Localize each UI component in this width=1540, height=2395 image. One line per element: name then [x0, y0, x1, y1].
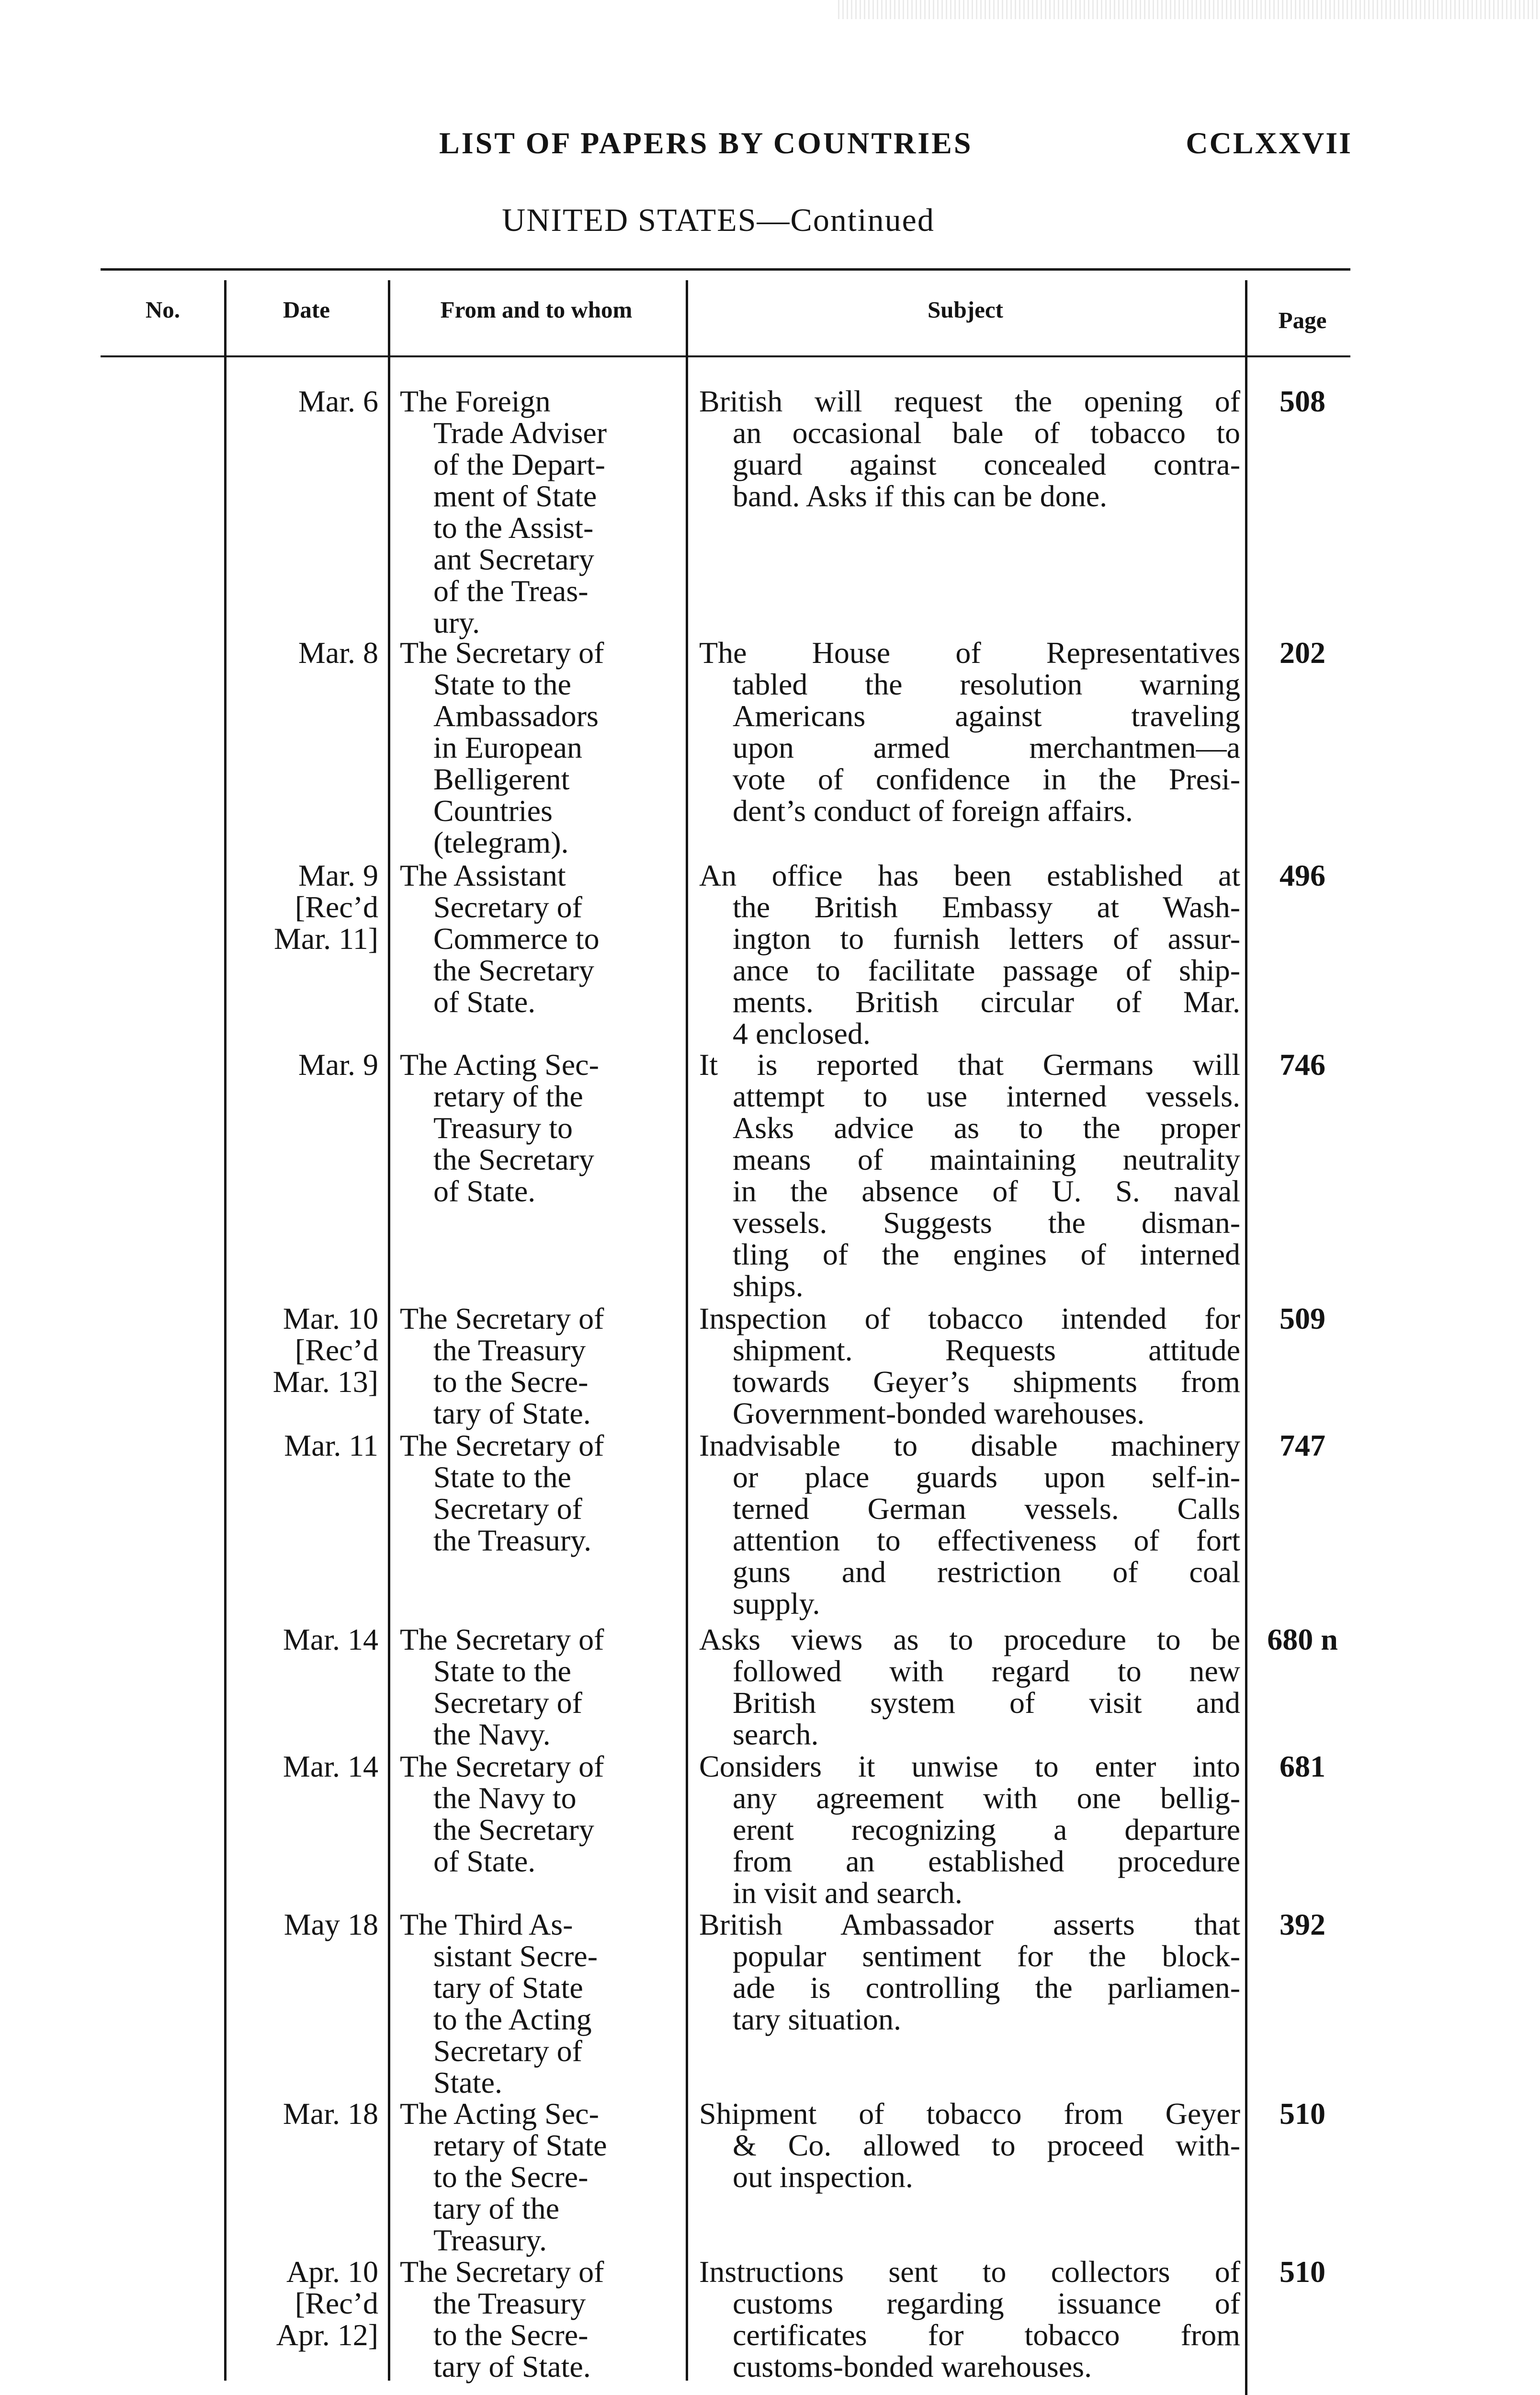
from-to-cell-line: to the Acting — [433, 2002, 592, 2036]
from-to-cell-line: the Secretary — [433, 953, 594, 987]
date-cell-line: Mar. 11 — [284, 1428, 378, 1462]
page-cell: 746 — [1280, 1048, 1325, 1082]
from-to-cell — [400, 2098, 666, 2256]
from-to-cell-line: The Secretary of — [400, 1301, 604, 1335]
subject-cell-line: 4 enclosed. — [733, 1016, 871, 1050]
subject-cell-line: Government-bonded warehouses. — [733, 1396, 1145, 1430]
from-to-cell — [400, 1624, 666, 1750]
subject-cell-line: upon armed merchantmen—a — [733, 730, 1240, 764]
subject-cell-line: & Co. allowed to proceed with- — [733, 2128, 1240, 2162]
subject-cell-line: in the absence of U. S. naval — [733, 1174, 1240, 1208]
subject-cell-line: or place guards upon self-in- — [733, 1460, 1240, 1494]
from-to-cell-line: The Secretary of — [400, 1749, 604, 1783]
subject-cell-line: an occasional bale of tobacco to — [733, 416, 1240, 450]
column-header-page: Page — [1278, 307, 1327, 333]
page-cell: 680 n — [1267, 1622, 1338, 1656]
from-to-cell-line: ment of State — [433, 479, 597, 513]
date-cell-line: Apr. 12] — [276, 2318, 378, 2352]
date-cell — [230, 1909, 378, 1940]
subject-cell-line: dent’s conduct of foreign affairs. — [733, 794, 1133, 828]
subject-cell — [699, 386, 1240, 512]
from-to-cell-line: The Secretary of — [400, 2255, 604, 2289]
subject-cell-line: vessels. Suggests the disman- — [733, 1206, 1240, 1240]
date-cell-line: May 18 — [283, 1907, 378, 1941]
from-to-cell-line: to the Secre- — [433, 2160, 589, 2194]
subject-cell-line: attempt to use interned vessels. — [733, 1079, 1240, 1113]
subject-cell-line: British will request the opening of — [699, 384, 1240, 418]
subject-cell-line: Instructions sent to collectors of — [699, 2255, 1240, 2289]
from-to-cell-line: State to the — [433, 1654, 571, 1688]
from-to-cell-line: The Assistant — [400, 858, 566, 892]
from-to-cell-line: State. — [433, 2065, 502, 2099]
from-to-cell-line: (telegram). — [433, 825, 569, 859]
subject-cell-line: popular sentiment for the block- — [733, 1939, 1240, 1973]
subject-cell-line: Shipment of tobacco from Geyer — [699, 2097, 1240, 2131]
from-to-cell-line: Treasury to — [433, 1111, 573, 1145]
from-to-cell-line: Trade Adviser — [433, 416, 607, 450]
column-divider — [224, 280, 226, 2381]
subject-cell-line: British Ambassador asserts that — [699, 1907, 1240, 1941]
from-to-cell-line: Countries — [433, 794, 553, 828]
subject-cell-line: any agreement with one bellig- — [733, 1781, 1240, 1815]
column-divider — [686, 280, 688, 2381]
date-cell-line: [Rec’d — [294, 1333, 378, 1367]
from-to-cell-line: Treasury. — [433, 2223, 547, 2257]
date-cell-line: Mar. 8 — [298, 636, 378, 670]
from-to-cell — [400, 2256, 666, 2383]
from-to-cell-line: The Secretary of — [400, 636, 604, 670]
subject-cell-line: Considers it unwise to enter into — [699, 1749, 1240, 1783]
column-header-no: No. — [145, 297, 181, 323]
date-cell-line: Mar. 10 — [283, 1301, 378, 1335]
page-cell: 510 — [1280, 2097, 1325, 2131]
column-divider — [388, 280, 390, 2381]
from-to-cell-line: the Secretary — [433, 1813, 594, 1847]
page-cell: 508 — [1280, 384, 1325, 418]
column-divider — [1245, 280, 1247, 2395]
from-to-cell-line: Belligerent — [433, 762, 570, 796]
from-to-cell-line: of State. — [433, 985, 536, 1019]
from-to-cell-line: The Foreign — [400, 384, 551, 418]
subject-cell-line: Inspection of tobacco intended for — [699, 1301, 1240, 1335]
subject-cell-line: the British Embassy at Wash- — [733, 890, 1240, 924]
date-cell — [230, 386, 378, 417]
scan-noise — [838, 0, 1540, 19]
from-to-cell — [400, 1430, 666, 1556]
from-to-cell-line: Secretary of — [433, 890, 582, 924]
date-cell — [230, 1624, 378, 1655]
subject-cell-line: shipment. Requests attitude — [733, 1333, 1240, 1367]
header-bottom-rule — [101, 355, 1350, 357]
from-to-cell-line: the Navy to — [433, 1781, 577, 1815]
column-header-subject: Subject — [928, 297, 1003, 323]
subject-cell-line: attention to effectiveness of fort — [733, 1523, 1240, 1557]
subject-cell-line: ade is controlling the parliamen- — [733, 1971, 1240, 2005]
from-to-cell-line: tary of State. — [433, 2349, 591, 2384]
subject-cell-line: It is reported that Germans will — [699, 1048, 1240, 1082]
subject-cell-line: tary situation. — [733, 2002, 901, 2036]
column-header-from: From and to whom — [440, 297, 633, 323]
from-to-cell-line: retary of State — [433, 2128, 607, 2162]
from-to-cell-line: to the Assist- — [433, 511, 594, 545]
from-to-cell-line: Ambassadors — [433, 699, 599, 733]
from-to-cell-line: tary of State. — [433, 1396, 591, 1430]
from-to-cell — [400, 1909, 666, 2098]
subject-cell — [699, 1624, 1240, 1750]
subject-cell — [699, 1303, 1240, 1429]
from-to-cell-line: The Secretary of — [400, 1428, 604, 1462]
subject-cell-line: ington to furnish letters of assur- — [733, 922, 1240, 956]
page-cell: 747 — [1280, 1428, 1325, 1462]
subject-cell-line: in visit and search. — [733, 1876, 962, 1910]
page-cell: 392 — [1280, 1907, 1325, 1941]
subject-cell-line: towards Geyer’s shipments from — [733, 1365, 1240, 1399]
date-cell — [230, 1430, 378, 1461]
page-cell: 202 — [1280, 636, 1325, 670]
date-cell-line: Apr. 10 — [286, 2255, 378, 2289]
date-cell-line: Mar. 6 — [298, 384, 378, 418]
subject-cell-line: band. Asks if this can be done. — [733, 479, 1108, 513]
subject-cell-line: Asks advice as to the proper — [733, 1111, 1240, 1145]
from-to-cell-line: to the Secre- — [433, 1365, 589, 1399]
subject-cell-line: supply. — [733, 1586, 820, 1620]
subject-cell-line: ance to facilitate passage of ship- — [733, 953, 1240, 987]
subject-cell-line: erent recognizing a departure — [733, 1813, 1240, 1847]
column-header-date: Date — [283, 297, 330, 323]
subject-cell — [699, 2256, 1240, 2383]
from-to-cell — [400, 386, 666, 639]
subject-cell-line: from an established procedure — [733, 1844, 1240, 1878]
subject-cell — [699, 637, 1240, 827]
subject-cell-line: An office has been established at — [699, 858, 1240, 892]
subject-cell-line: British system of visit and — [733, 1686, 1240, 1720]
subject-cell — [699, 1751, 1240, 1909]
page-title: LIST OF PAPERS BY COUNTRIES — [439, 126, 973, 160]
from-to-cell — [400, 860, 666, 1018]
date-cell-line: Mar. 14 — [283, 1749, 378, 1783]
from-to-cell-line: retary of the — [433, 1079, 583, 1113]
subject-cell-line: means of maintaining neutrality — [733, 1142, 1240, 1176]
date-cell — [230, 2256, 378, 2351]
from-to-cell-line: of the Treas- — [433, 574, 589, 608]
date-cell-line: Mar. 14 — [283, 1622, 378, 1656]
page-cell: 510 — [1280, 2255, 1325, 2289]
from-to-cell — [400, 1751, 666, 1877]
from-to-cell-line: Secretary of — [433, 1686, 582, 1720]
subject-cell-line: Americans against traveling — [733, 699, 1240, 733]
subject-cell — [699, 1430, 1240, 1619]
from-to-cell-line: The Third As- — [400, 1907, 573, 1941]
from-to-cell-line: the Navy. — [433, 1717, 551, 1751]
date-cell — [230, 1303, 378, 1398]
from-to-cell-line: the Treasury — [433, 1333, 586, 1367]
from-to-cell-line: ury. — [433, 605, 480, 639]
page-cell: 509 — [1280, 1301, 1325, 1335]
date-cell — [230, 860, 378, 955]
from-to-cell-line: tary of State — [433, 1971, 583, 2005]
subject-cell-line: guard against concealed contra- — [733, 447, 1240, 481]
from-to-cell-line: of State. — [433, 1174, 536, 1208]
date-cell-line: Mar. 18 — [283, 2097, 378, 2131]
date-cell-line: Mar. 9 — [298, 1048, 378, 1082]
from-to-cell-line: in European — [433, 730, 582, 764]
from-to-cell-line: sistant Secre- — [433, 1939, 598, 1973]
subject-cell-line: customs regarding issuance of — [733, 2286, 1240, 2320]
subject-cell-line: vote of confidence in the Presi- — [733, 762, 1240, 796]
subject-cell — [699, 1049, 1240, 1302]
from-to-cell-line: The Acting Sec- — [400, 2097, 599, 2131]
from-to-cell-line: the Treasury — [433, 2286, 586, 2320]
from-to-cell-line: The Acting Sec- — [400, 1048, 599, 1082]
subject-cell-line: Inadvisable to disable machinery — [699, 1428, 1240, 1462]
subject-cell-line: followed with regard to new — [733, 1654, 1240, 1688]
from-to-cell-line: The Secretary of — [400, 1622, 604, 1656]
date-cell-line: [Rec’d — [294, 890, 378, 924]
subject-cell-line: out inspection. — [733, 2160, 913, 2194]
date-cell — [230, 1751, 378, 1782]
from-to-cell — [400, 1049, 666, 1207]
from-to-cell-line: State to the — [433, 667, 571, 701]
subject-cell-line: The House of Representatives — [699, 636, 1240, 670]
date-cell — [230, 637, 378, 669]
date-cell — [230, 2098, 378, 2130]
subject-cell-line: customs-bonded warehouses. — [733, 2349, 1092, 2384]
date-cell-line: Mar. 13] — [272, 1365, 378, 1399]
subject-cell-line: ments. British circular of Mar. — [733, 985, 1240, 1019]
date-cell — [230, 1049, 378, 1081]
subject-cell-line: tabled the resolution warning — [733, 667, 1240, 701]
subject-cell — [699, 860, 1240, 1049]
from-to-cell-line: Secretary of — [433, 2034, 582, 2068]
from-to-cell-line: State to the — [433, 1460, 571, 1494]
section-title: UNITED STATES—Continued — [502, 202, 935, 238]
subject-cell-line: tling of the engines of interned — [733, 1237, 1240, 1271]
from-to-cell — [400, 1303, 666, 1429]
page-cell: 681 — [1280, 1749, 1325, 1783]
subject-cell — [699, 2098, 1240, 2193]
subject-cell-line: terned German vessels. Calls — [733, 1492, 1240, 1526]
subject-cell-line: Asks views as to procedure to be — [699, 1622, 1240, 1656]
from-to-cell — [400, 637, 666, 858]
from-to-cell-line: the Secretary — [433, 1142, 594, 1176]
from-to-cell-line: the Treasury. — [433, 1523, 592, 1557]
from-to-cell-line: ant Secretary — [433, 542, 594, 576]
date-cell-line: Mar. 11] — [273, 922, 378, 956]
from-to-cell-line: of the Depart- — [433, 447, 605, 481]
from-to-cell-line: to the Secre- — [433, 2318, 589, 2352]
from-to-cell-line: of State. — [433, 1844, 536, 1878]
page-cell: 496 — [1280, 858, 1325, 892]
subject-cell — [699, 1909, 1240, 2035]
table-top-rule — [101, 268, 1350, 271]
page-number: CCLXXVII — [1186, 126, 1352, 160]
from-to-cell-line: Secretary of — [433, 1492, 582, 1526]
subject-cell-line: certificates for tobacco from — [733, 2318, 1240, 2352]
from-to-cell-line: Commerce to — [433, 922, 600, 956]
date-cell-line: [Rec’d — [294, 2286, 378, 2320]
subject-cell-line: ships. — [733, 1269, 804, 1303]
from-to-cell-line: tary of the — [433, 2191, 559, 2225]
subject-cell-line: guns and restriction of coal — [733, 1555, 1240, 1589]
date-cell-line: Mar. 9 — [298, 858, 378, 892]
subject-cell-line: search. — [733, 1717, 819, 1751]
